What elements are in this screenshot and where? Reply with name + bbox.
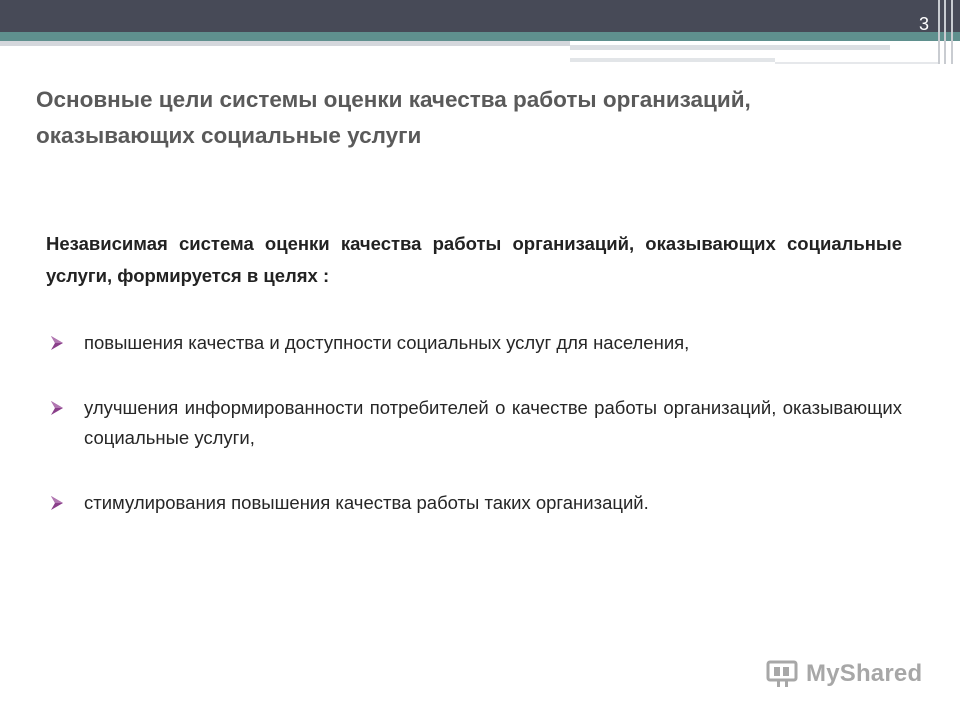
arrow-bullet-icon bbox=[49, 400, 65, 416]
goal-text: повышения качества и доступности социальных услуг для населения, bbox=[84, 332, 690, 353]
slide-title bbox=[36, 82, 936, 154]
header-deco-line bbox=[570, 45, 890, 50]
header-deco-line bbox=[775, 62, 940, 64]
presentation-board-icon bbox=[766, 659, 802, 689]
slide-number: 3 bbox=[918, 14, 929, 34]
goals-list bbox=[46, 328, 902, 518]
arrow-bullet-icon bbox=[49, 335, 65, 351]
header-edge-line bbox=[951, 0, 953, 64]
goal-item bbox=[46, 328, 902, 358]
goal-item bbox=[46, 393, 902, 453]
header-edge-line bbox=[944, 0, 946, 64]
slide-title-line: оказывающих социальные услуги bbox=[36, 123, 422, 148]
goal-text: улучшения информированности потребителей о качестве работы организаций, оказывающих социальные услуги, bbox=[84, 397, 902, 448]
watermark-logo-text: MyShared bbox=[806, 660, 923, 687]
header-deco-line bbox=[570, 58, 775, 62]
header-band bbox=[0, 0, 960, 32]
slide-title-line: Основные цели системы оценки качества работы организаций, bbox=[36, 87, 751, 112]
arrow-bullet-icon bbox=[49, 495, 65, 511]
header-edge-line bbox=[938, 0, 940, 64]
slide-content bbox=[46, 228, 902, 553]
goal-item bbox=[46, 488, 902, 518]
header-underline bbox=[0, 41, 570, 46]
intro-paragraph: Независимая система оценки качества работы организаций, оказывающих социальные услуги, формируется в целях : bbox=[46, 233, 902, 286]
header-accent-band bbox=[0, 32, 960, 41]
watermark bbox=[766, 657, 936, 691]
goal-text: стимулирования повышения качества работы таких организаций. bbox=[84, 492, 649, 513]
